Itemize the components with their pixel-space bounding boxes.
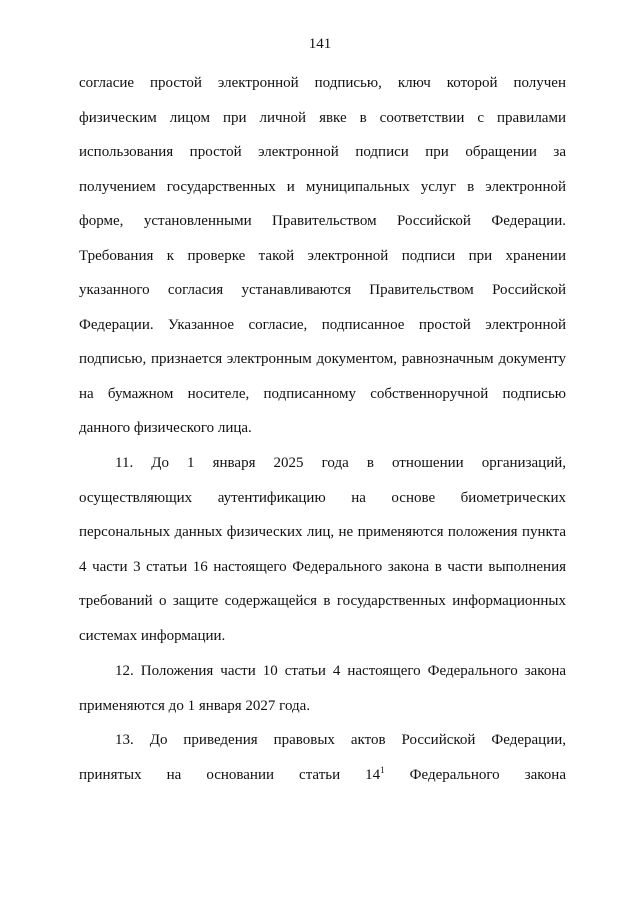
text-line: 4 части 3 статьи 16 настоящего Федерального закона в части выполнения <box>79 558 566 575</box>
text-line: применяются до 1 января 2027 года. <box>79 697 311 714</box>
paragraph-11 <box>79 446 566 653</box>
text-line: Федерации. Указанное согласие, подписанное простой электронной <box>79 316 566 333</box>
text-fragment: Федерального закона <box>384 766 566 783</box>
text-line: требований о защите содержащейся в государственных информационных <box>79 593 566 609</box>
text-line: данного физического лица. <box>79 420 252 436</box>
text-line: осуществляющих аутентификацию на основе биометрических <box>79 489 566 506</box>
text-line: использования простой электронной подписи при обращении за <box>79 144 566 160</box>
paragraph-12 <box>79 654 566 723</box>
superscript: 1 <box>380 764 385 775</box>
text-line: получением государственных и муниципальных услуг в электронной <box>79 178 566 195</box>
text-line: подписью, признается электронным документом, равнозначным документу <box>79 351 566 367</box>
text-line-with-superscript <box>79 758 566 793</box>
paragraph-13 <box>79 723 566 792</box>
text-line: 12. Положения части 10 статьи 4 настоящего Федерального закона <box>115 663 566 679</box>
text-line: 13. До приведения правовых актов Российской Федерации, <box>115 732 566 748</box>
text-line: физическим лицом при личной явке в соответствии с правилами <box>79 109 566 126</box>
text-line: системах информации. <box>79 627 226 644</box>
paragraph-consent <box>79 66 566 446</box>
text-line: 11. До 1 января 2025 года в отношении организаций, <box>115 455 566 471</box>
page-number: 141 <box>308 36 332 52</box>
text-line: форме, установленными Правительством Российской Федерации. <box>79 213 566 229</box>
text-line: согласие простой электронной подписью, ключ которой получен <box>79 75 566 91</box>
text-fragment: принятых на основании статьи 14 <box>79 766 381 783</box>
text-line: Требования к проверке такой электронной подписи при хранении <box>79 247 566 264</box>
text-line: на бумажном носителе, подписанному собственноручной подписью <box>79 385 566 402</box>
text-line: персональных данных физических лиц, не применяются положения пункта <box>79 524 566 540</box>
text-line: указанного согласия устанавливаются Правительством Российской <box>79 282 566 298</box>
